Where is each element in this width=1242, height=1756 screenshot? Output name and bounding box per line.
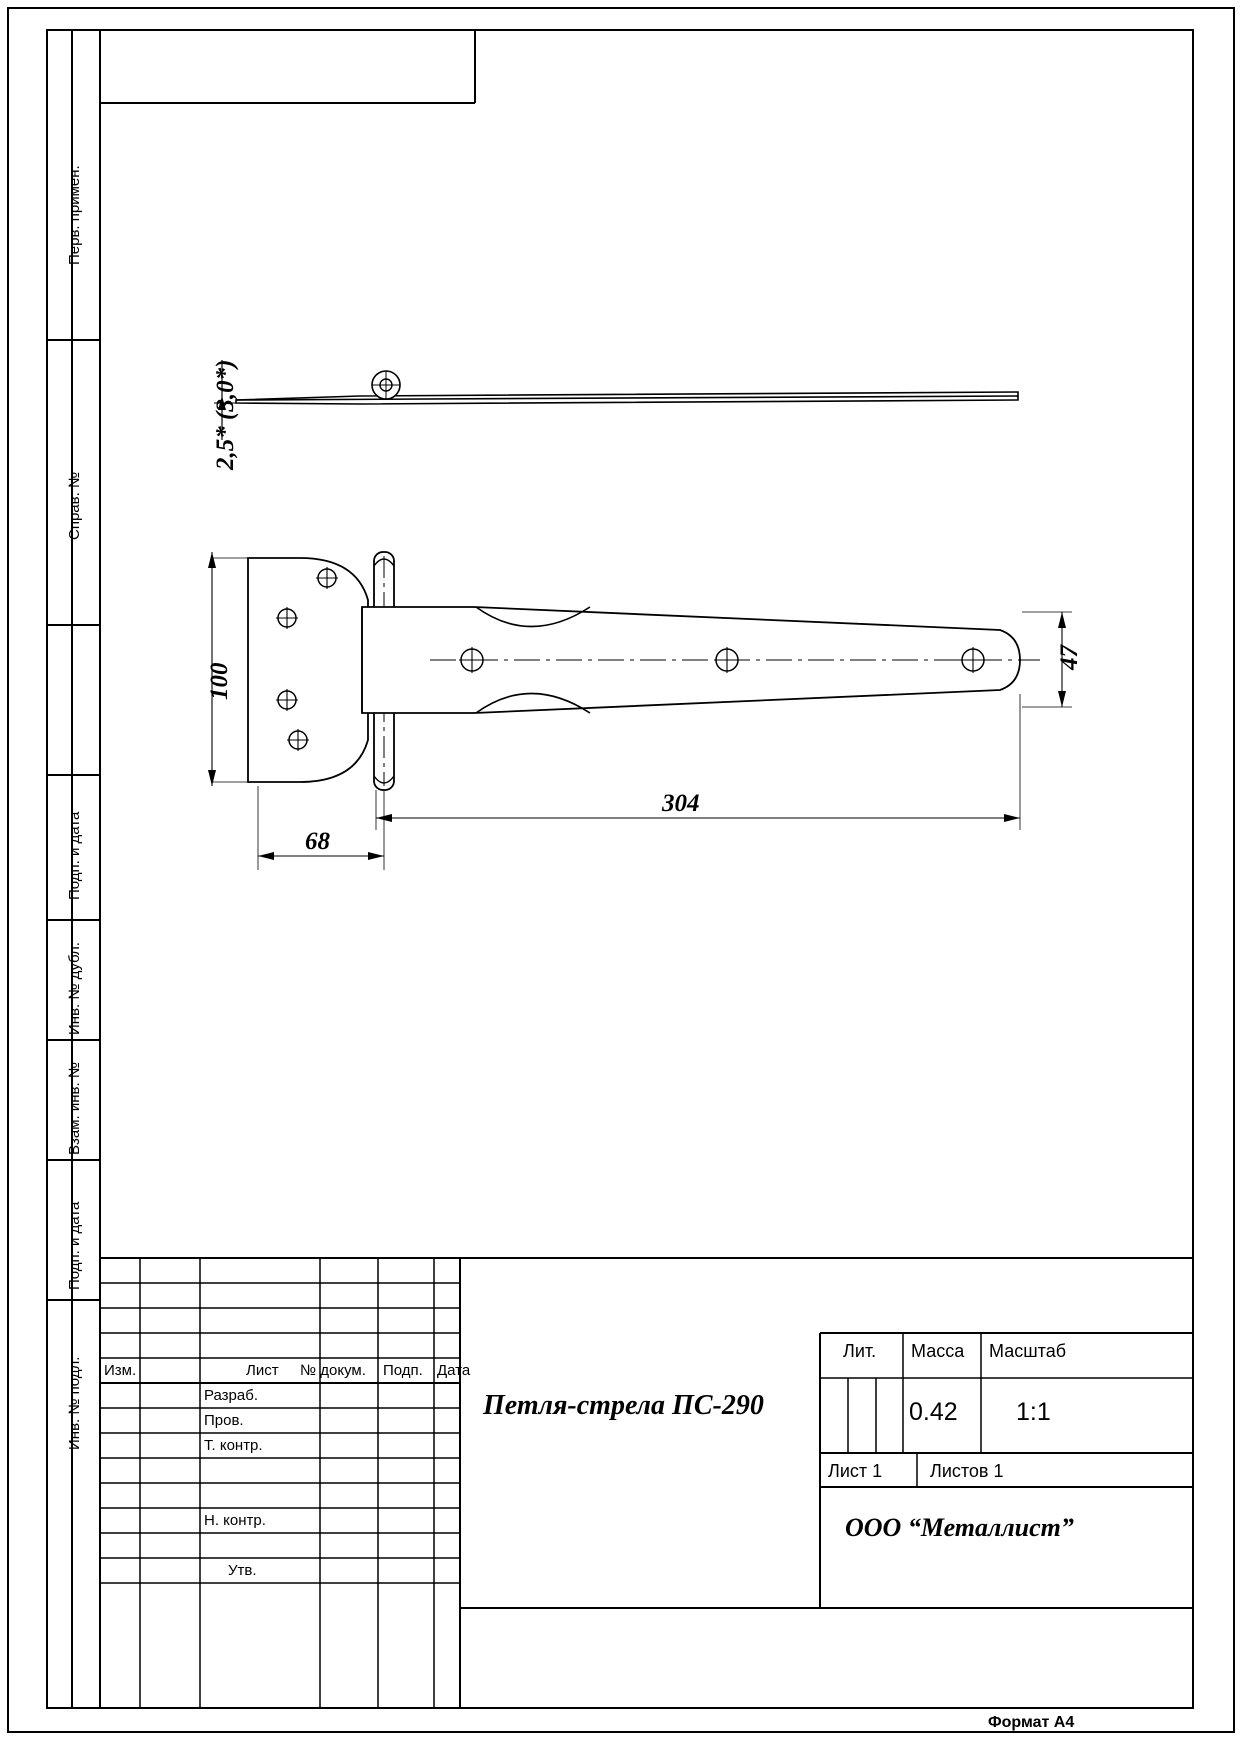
tb-role-tkontr: Т. контр. bbox=[204, 1437, 263, 1454]
dimension-plate-height: 100 bbox=[206, 662, 233, 700]
label-vzam-inv-no: Взам. инв. № bbox=[66, 1062, 83, 1155]
drawing-title: Петля-стрела ПС-290 bbox=[483, 1390, 764, 1421]
tb-col-podp: Подп. bbox=[383, 1362, 423, 1379]
tb-masshtab-value: 1:1 bbox=[1016, 1398, 1051, 1426]
label-perv-primen: Перв. примен. bbox=[66, 165, 83, 265]
tb-list-value: Лист 1 bbox=[828, 1461, 883, 1481]
dimension-thickness: 2,5* (3,0*) bbox=[212, 359, 239, 470]
label-podp-i-data-1: Подп. и дата bbox=[66, 811, 83, 900]
tb-massa-label: Масса bbox=[911, 1341, 965, 1361]
label-inv-no-podl: Инв. № подл. bbox=[66, 1356, 83, 1450]
tb-listov-value: Листов 1 bbox=[930, 1461, 1004, 1481]
tb-col-list: Лист bbox=[246, 1362, 279, 1379]
tb-masshtab-label: Масштаб bbox=[989, 1341, 1067, 1361]
tb-company: ООО “Металлист” bbox=[845, 1513, 1074, 1542]
tb-col-data: Дата bbox=[437, 1362, 471, 1379]
tb-col-izm: Изм. bbox=[104, 1362, 137, 1379]
label-inv-no-dubl: Инв. № дубл. bbox=[66, 942, 83, 1035]
sheet-format-label: Формат А4 bbox=[988, 1714, 1075, 1731]
tb-role-nkontr: Н. контр. bbox=[204, 1512, 266, 1529]
dimension-plate-width: 68 bbox=[305, 828, 330, 855]
label-sprav-no: Справ. № bbox=[66, 471, 83, 540]
tb-massa-value: 0.42 bbox=[909, 1398, 958, 1426]
tb-role-prov: Пров. bbox=[204, 1412, 244, 1429]
tb-lit-label: Лит. bbox=[843, 1341, 877, 1361]
dimension-strap-height: 47 bbox=[1056, 645, 1083, 670]
tb-role-utv: Утв. bbox=[228, 1562, 257, 1579]
tb-col-nomdok: № докум. bbox=[300, 1362, 366, 1379]
dimension-total-length: 304 bbox=[662, 790, 700, 817]
label-podp-i-data-2: Подп. и дата bbox=[66, 1201, 83, 1290]
tb-role-razrab: Разраб. bbox=[204, 1387, 259, 1404]
